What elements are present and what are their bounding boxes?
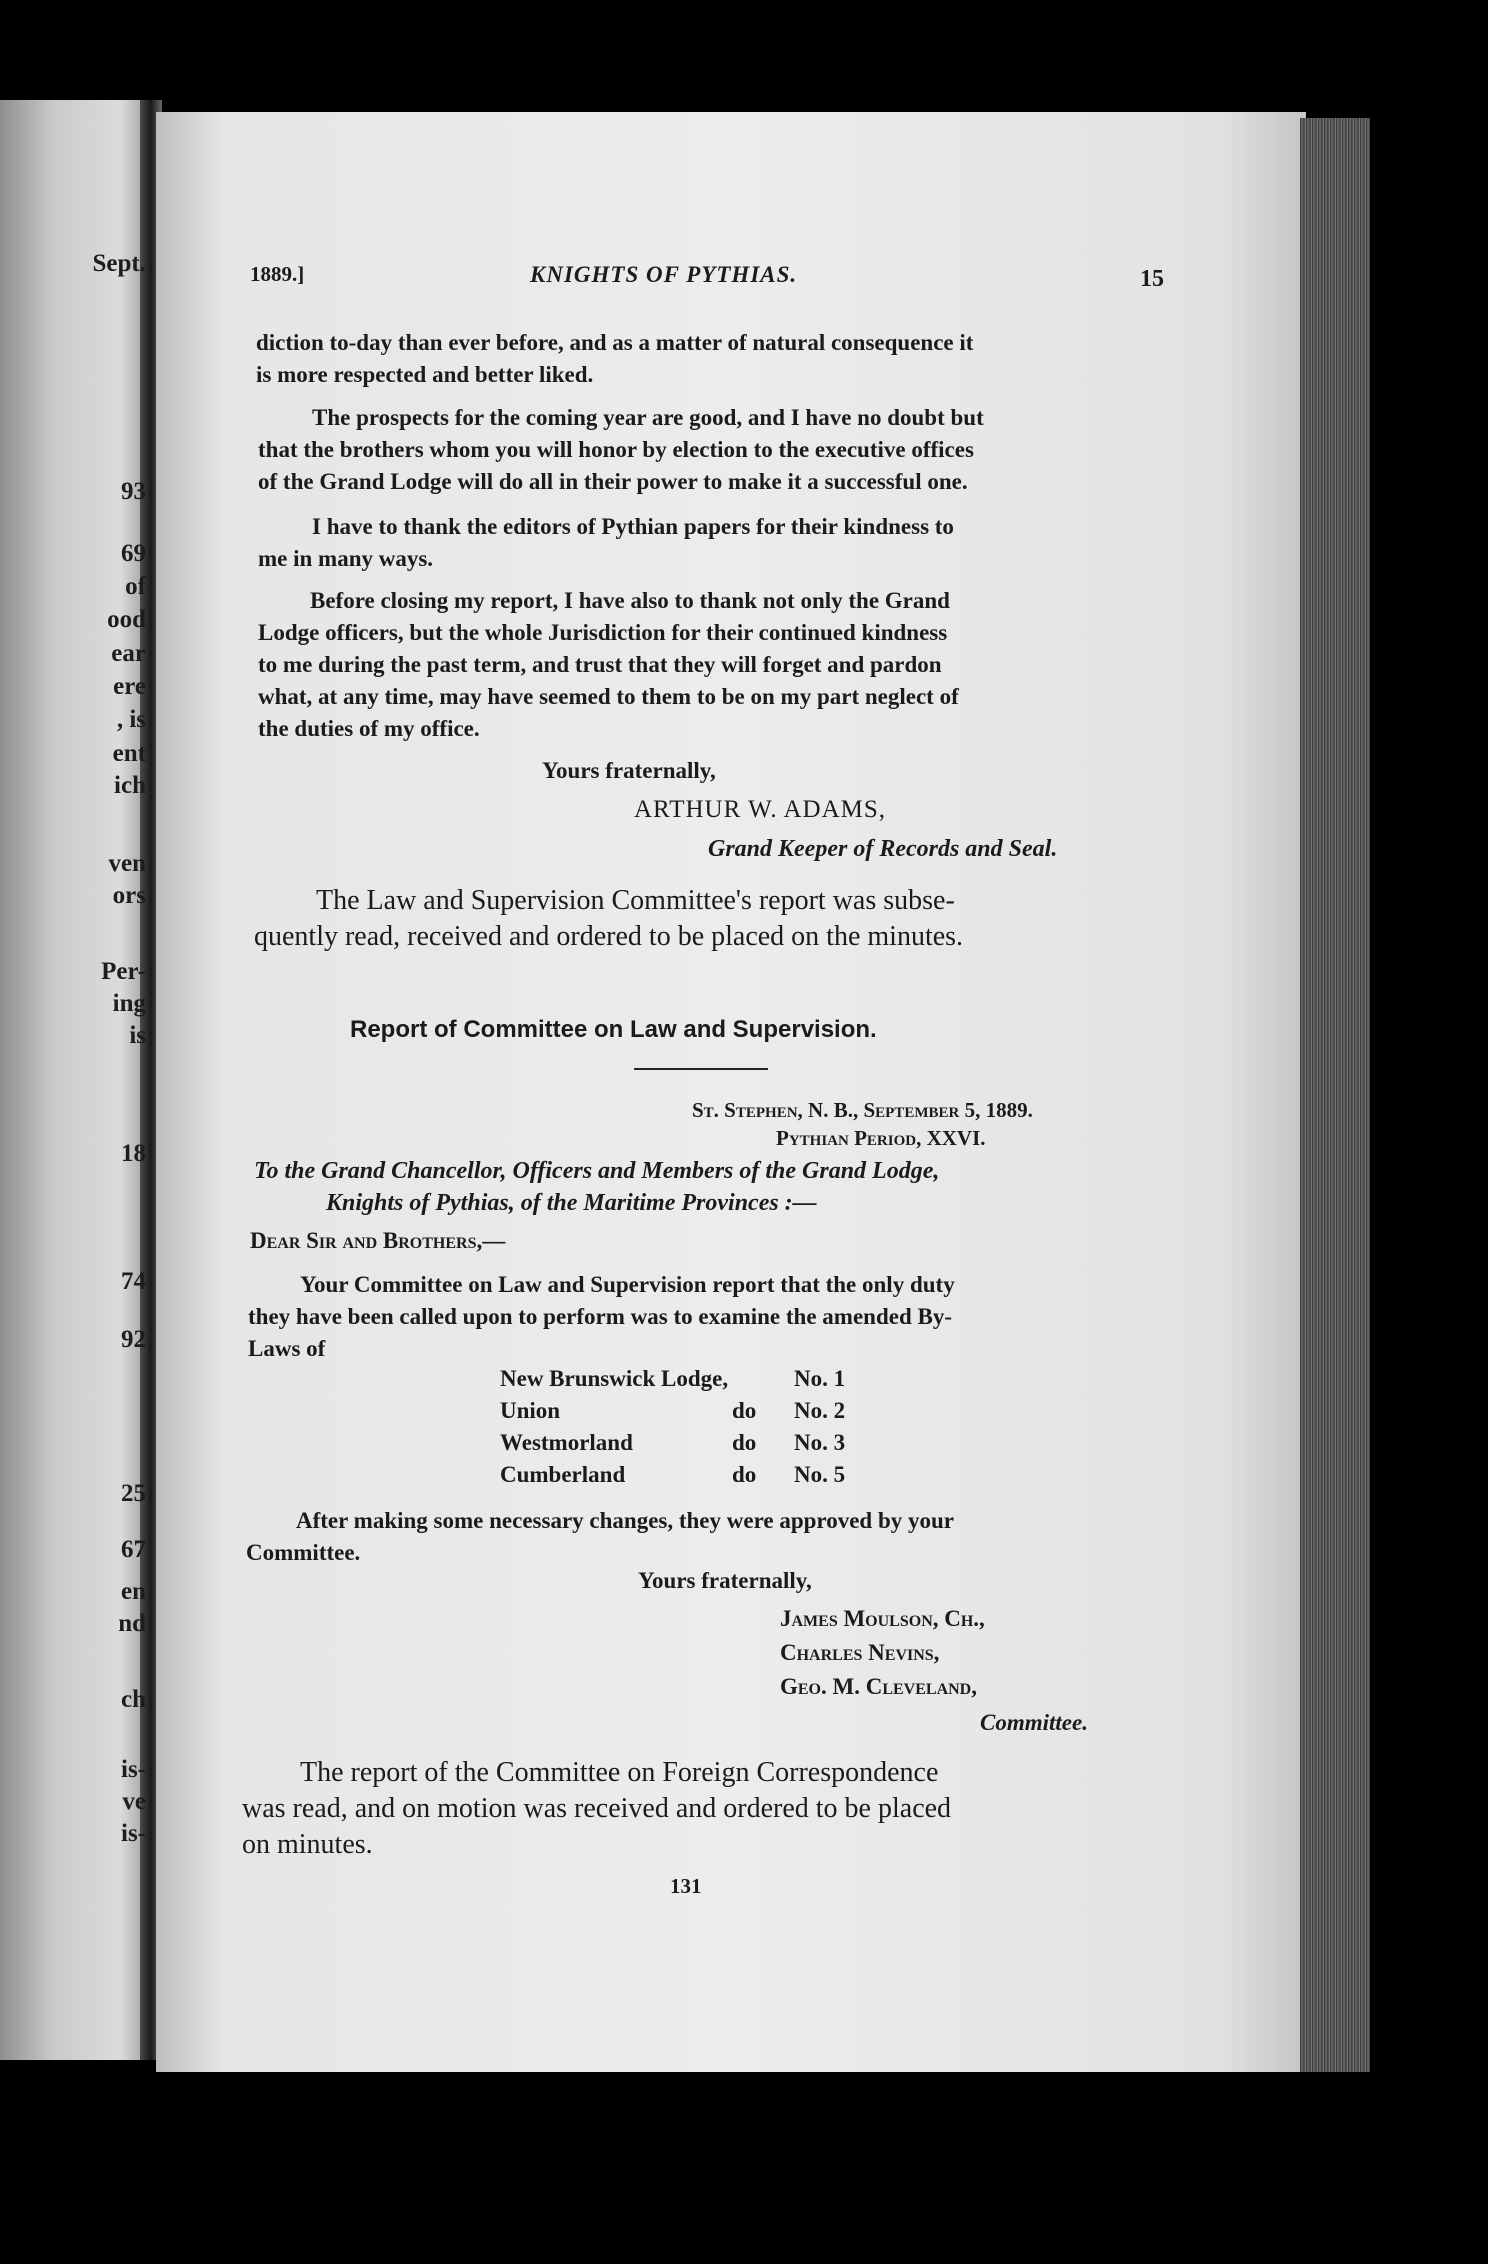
facing-page-fragment: ear [111,640,146,667]
report-heading: Report of Committee on Law and Supervision. [350,1016,877,1043]
minutes-line: The report of the Committee on Foreign Correspondence [300,1757,939,1788]
facing-page-fragment: Sept. [92,250,146,277]
minutes-line: quently read, received and ordered to be placed on the minutes. [254,921,964,952]
report-closing: Yours fraternally, [638,1568,812,1593]
report-body-line: Your Committee on Law and Supervision report that the only duty [300,1272,955,1297]
lodge-name: Westmorland [500,1430,633,1455]
running-head-page-number: 15 [1140,266,1164,292]
letter-signer: ARTHUR W. ADAMS, [634,796,887,823]
minutes-line: The Law and Supervision Committee's report was subse- [316,885,955,916]
report-address: To the Grand Chancellor, Officers and Members of the Grand Lodge, [254,1158,940,1184]
facing-page-fragment: ve [122,1788,146,1815]
body-line: Lodge officers, but the whole Jurisdiction for their continued kindness [258,620,948,645]
facing-page-fragment: Per- [101,958,146,985]
signatory: Geo. M. Cleveland, [780,1674,977,1699]
facing-page-fragment: 18 [121,1140,146,1167]
body-line: to me during the past term, and trust that they will forget and pardon [258,652,942,677]
facing-page-fragment: ors [112,882,146,909]
report-salutation: Dear Sir and Brothers,— [250,1228,506,1253]
lodge-name: Union [500,1398,561,1423]
facing-page-fragment: is [129,1022,146,1049]
facing-page-fragment: 69 [121,540,146,567]
signatory: Charles Nevins, [780,1640,940,1665]
facing-page-fragment: 25 [121,1480,146,1507]
lodge-ditto: do [732,1462,757,1487]
facing-page-fragment: ood [107,606,146,633]
body-line: is more respected and better liked. [256,362,594,387]
running-head-title: KNIGHTS OF PYTHIAS. [530,262,798,287]
lodge-ditto: do [732,1430,757,1455]
body-line: that the brothers whom you will honor by election to the executive offices [258,437,974,462]
lodge-name: Cumberland [500,1462,626,1487]
body-line: me in many ways. [258,546,434,571]
facing-page-fragment: ent [112,740,146,767]
page-edges [1300,118,1370,2072]
facing-page-fragment: 74 [121,1268,146,1295]
facing-page-fragment: en [121,1578,146,1605]
facing-page-fragment: is- [121,1756,146,1783]
facing-page-fragment: 92 [121,1326,146,1353]
lodge-ditto: do [732,1398,757,1423]
folio-number: 131 [670,1874,702,1898]
facing-page-fragment: 93 [121,478,146,505]
body-line: I have to thank the editors of Pythian papers for their kindness to [312,514,954,539]
body-line: Before closing my report, I have also to thank not only the Grand [310,588,950,613]
facing-page-fragment: ing [112,990,146,1017]
body-line: The prospects for the coming year are good, and I have no doubt but [312,405,984,430]
lodge-number: No. 1 [794,1366,846,1391]
body-line: of the Grand Lodge will do all in their power to make it a successful one. [258,469,968,494]
running-head-year: 1889.] [250,262,305,286]
minutes-line: was read, and on motion was received and ordered to be placed [242,1793,952,1824]
facing-page-fragment: 67 [121,1536,146,1563]
report-body-line: After making some necessary changes, they were approved by your [296,1508,955,1533]
facing-page-fragment: ch [121,1686,146,1713]
report-dateline: St. Stephen, N. B., September 5, 1889. [692,1098,1033,1122]
facing-page-fragment: ere [113,673,146,700]
heading-rule [634,1068,768,1070]
report-body-line: Laws of [248,1336,326,1361]
report-body-line: Committee. [246,1540,361,1565]
lodge-number: No. 2 [794,1398,846,1423]
report-body-line: they have been called upon to perform was to examine the amended By- [248,1304,953,1329]
letter-signer-title: Grand Keeper of Records and Seal. [708,836,1058,862]
facing-page-fragment: is- [121,1820,146,1847]
signatory: James Moulson, Ch., [780,1606,985,1631]
committee-label: Committee. [980,1710,1088,1735]
facing-page-fragment: of [125,573,146,600]
report-address: Knights of Pythias, of the Maritime Provinces :— [326,1190,817,1216]
body-line: the duties of my office. [258,716,480,741]
lodge-name: New Brunswick Lodge, [500,1366,729,1391]
minutes-line: on minutes. [242,1829,373,1860]
report-period: Pythian Period, XXVI. [776,1126,986,1150]
facing-page-fragment: nd [118,1610,146,1637]
lodge-number: No. 3 [794,1430,846,1455]
lodge-number: No. 5 [794,1462,846,1487]
facing-page-fragment: , is [116,706,146,733]
facing-page-fragment: ven [108,850,146,877]
letter-closing: Yours fraternally, [542,758,716,783]
body-line: what, at any time, may have seemed to them to be on my part neglect of [258,684,959,709]
facing-page-fragment: ich [114,772,146,799]
body-line: diction to-day than ever before, and as a matter of natural consequence it [256,330,974,355]
